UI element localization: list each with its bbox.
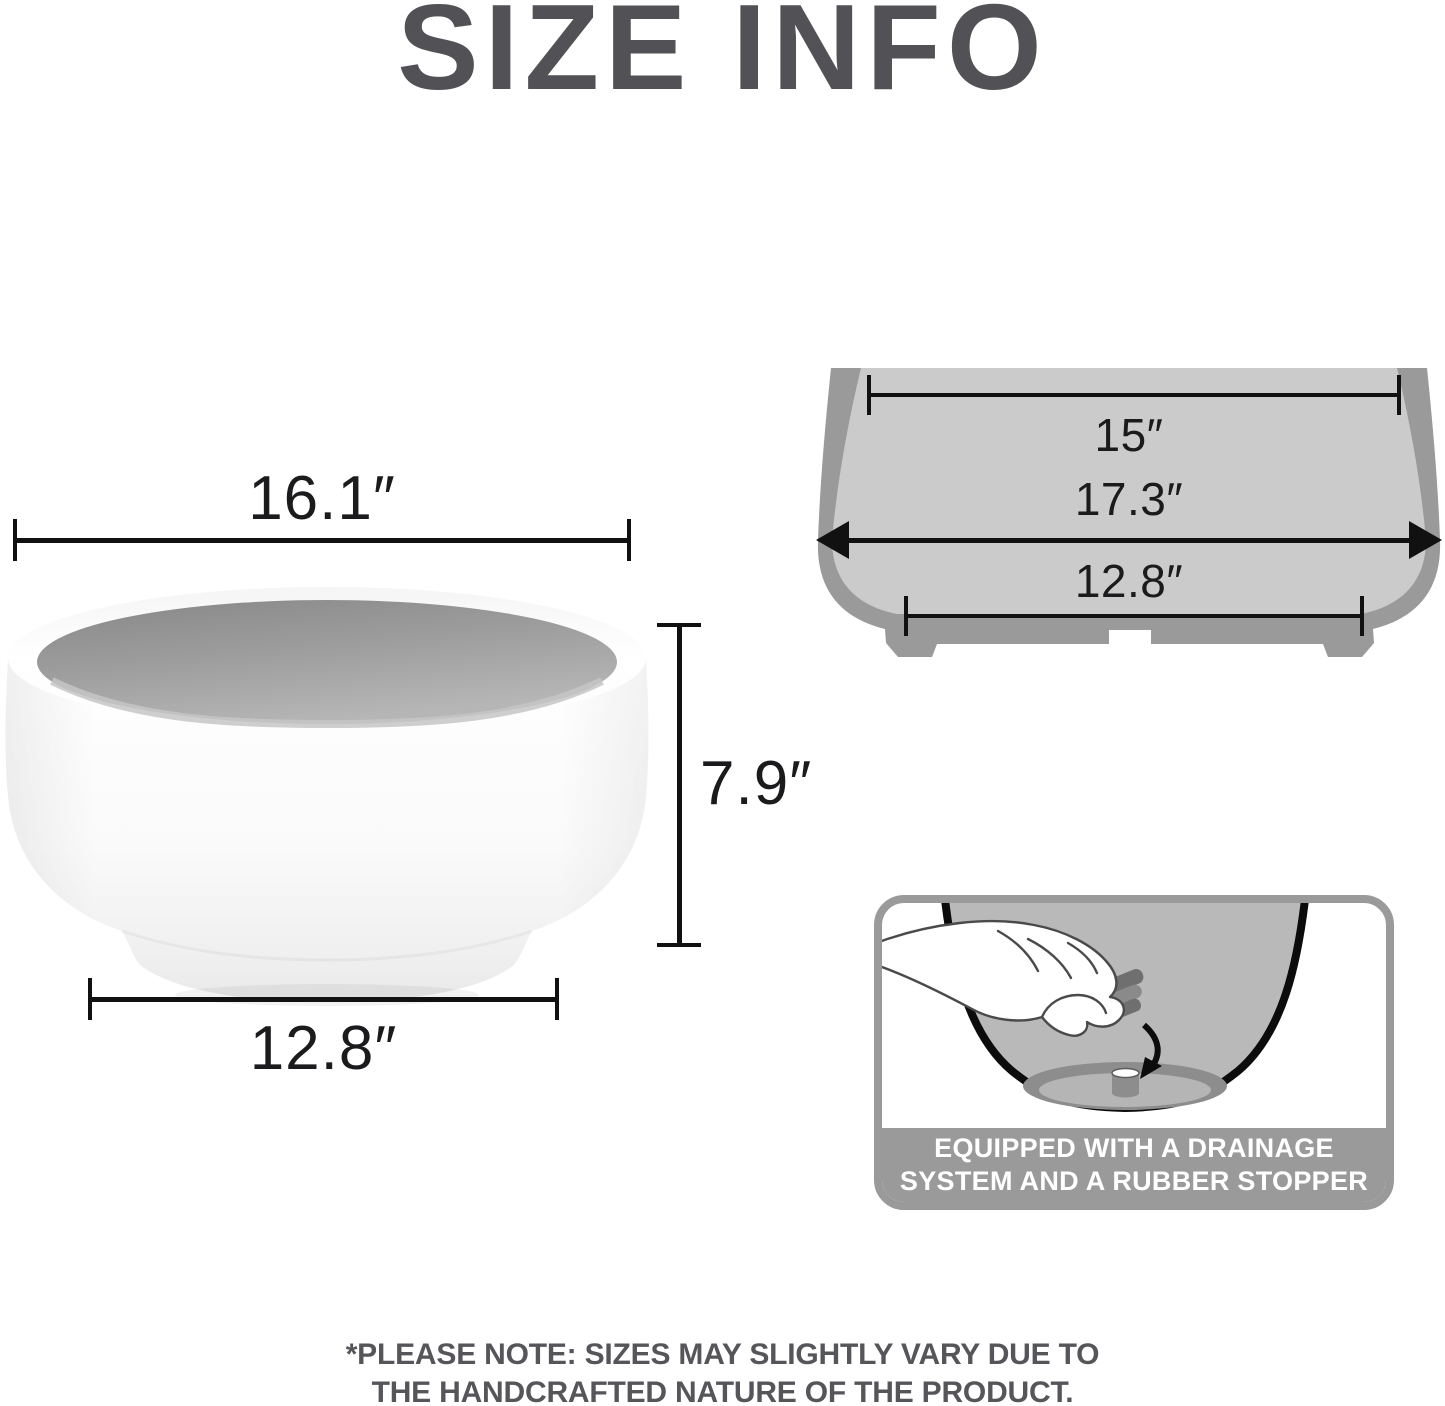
dim-tick <box>1360 596 1364 636</box>
dim-tick <box>867 375 871 415</box>
dim-top-width-line <box>15 538 629 543</box>
page-title: SIZE INFO <box>397 0 1048 115</box>
drainage-illustration <box>882 903 1386 1131</box>
arrow-left-icon <box>816 521 849 559</box>
dim-tick <box>904 596 908 636</box>
dim-height-line <box>677 625 682 945</box>
dim-height-label: 7.9″ <box>700 749 813 818</box>
cross-section-diagram <box>815 360 1443 662</box>
drainage-caption <box>882 1128 1386 1202</box>
dim-tick <box>657 943 701 947</box>
section-top-width-line <box>869 393 1399 397</box>
dim-tick <box>1397 375 1401 415</box>
section-overall-width-label: 17.3″ <box>1074 473 1184 525</box>
section-overall-width-line <box>841 538 1417 543</box>
dim-tick <box>627 519 631 561</box>
footer-note-line1: *PLEASE NOTE: SIZES MAY SLIGHTLY VARY DUE TO <box>345 1338 1100 1371</box>
section-top-width-label: 15″ <box>1094 409 1164 461</box>
dim-tick <box>657 623 701 627</box>
drainage-caption-line2: SYSTEM AND A RUBBER STOPPER <box>899 1166 1369 1196</box>
footer-note-line2: THE HANDCRAFTED NATURE OF THE PRODUCT. <box>371 1375 1074 1406</box>
planter-image <box>4 583 650 1015</box>
arrow-right-icon <box>1409 521 1442 559</box>
dim-tick <box>555 978 559 1020</box>
dim-top-width-label: 16.1″ <box>248 464 396 533</box>
drainage-caption-line1: EQUIPPED WITH A DRAINAGE <box>934 1132 1334 1163</box>
section-base-width-label: 12.8″ <box>1074 555 1184 607</box>
drainage-callout-box <box>874 895 1394 1210</box>
dim-base-width-line <box>90 997 557 1002</box>
dim-base-width-label: 12.8″ <box>249 1014 398 1083</box>
section-base-width-line <box>906 614 1363 618</box>
drain-hole <box>1023 1062 1227 1110</box>
footer-note <box>0 1336 1445 1406</box>
dim-tick <box>13 519 17 561</box>
dim-tick <box>88 978 92 1020</box>
